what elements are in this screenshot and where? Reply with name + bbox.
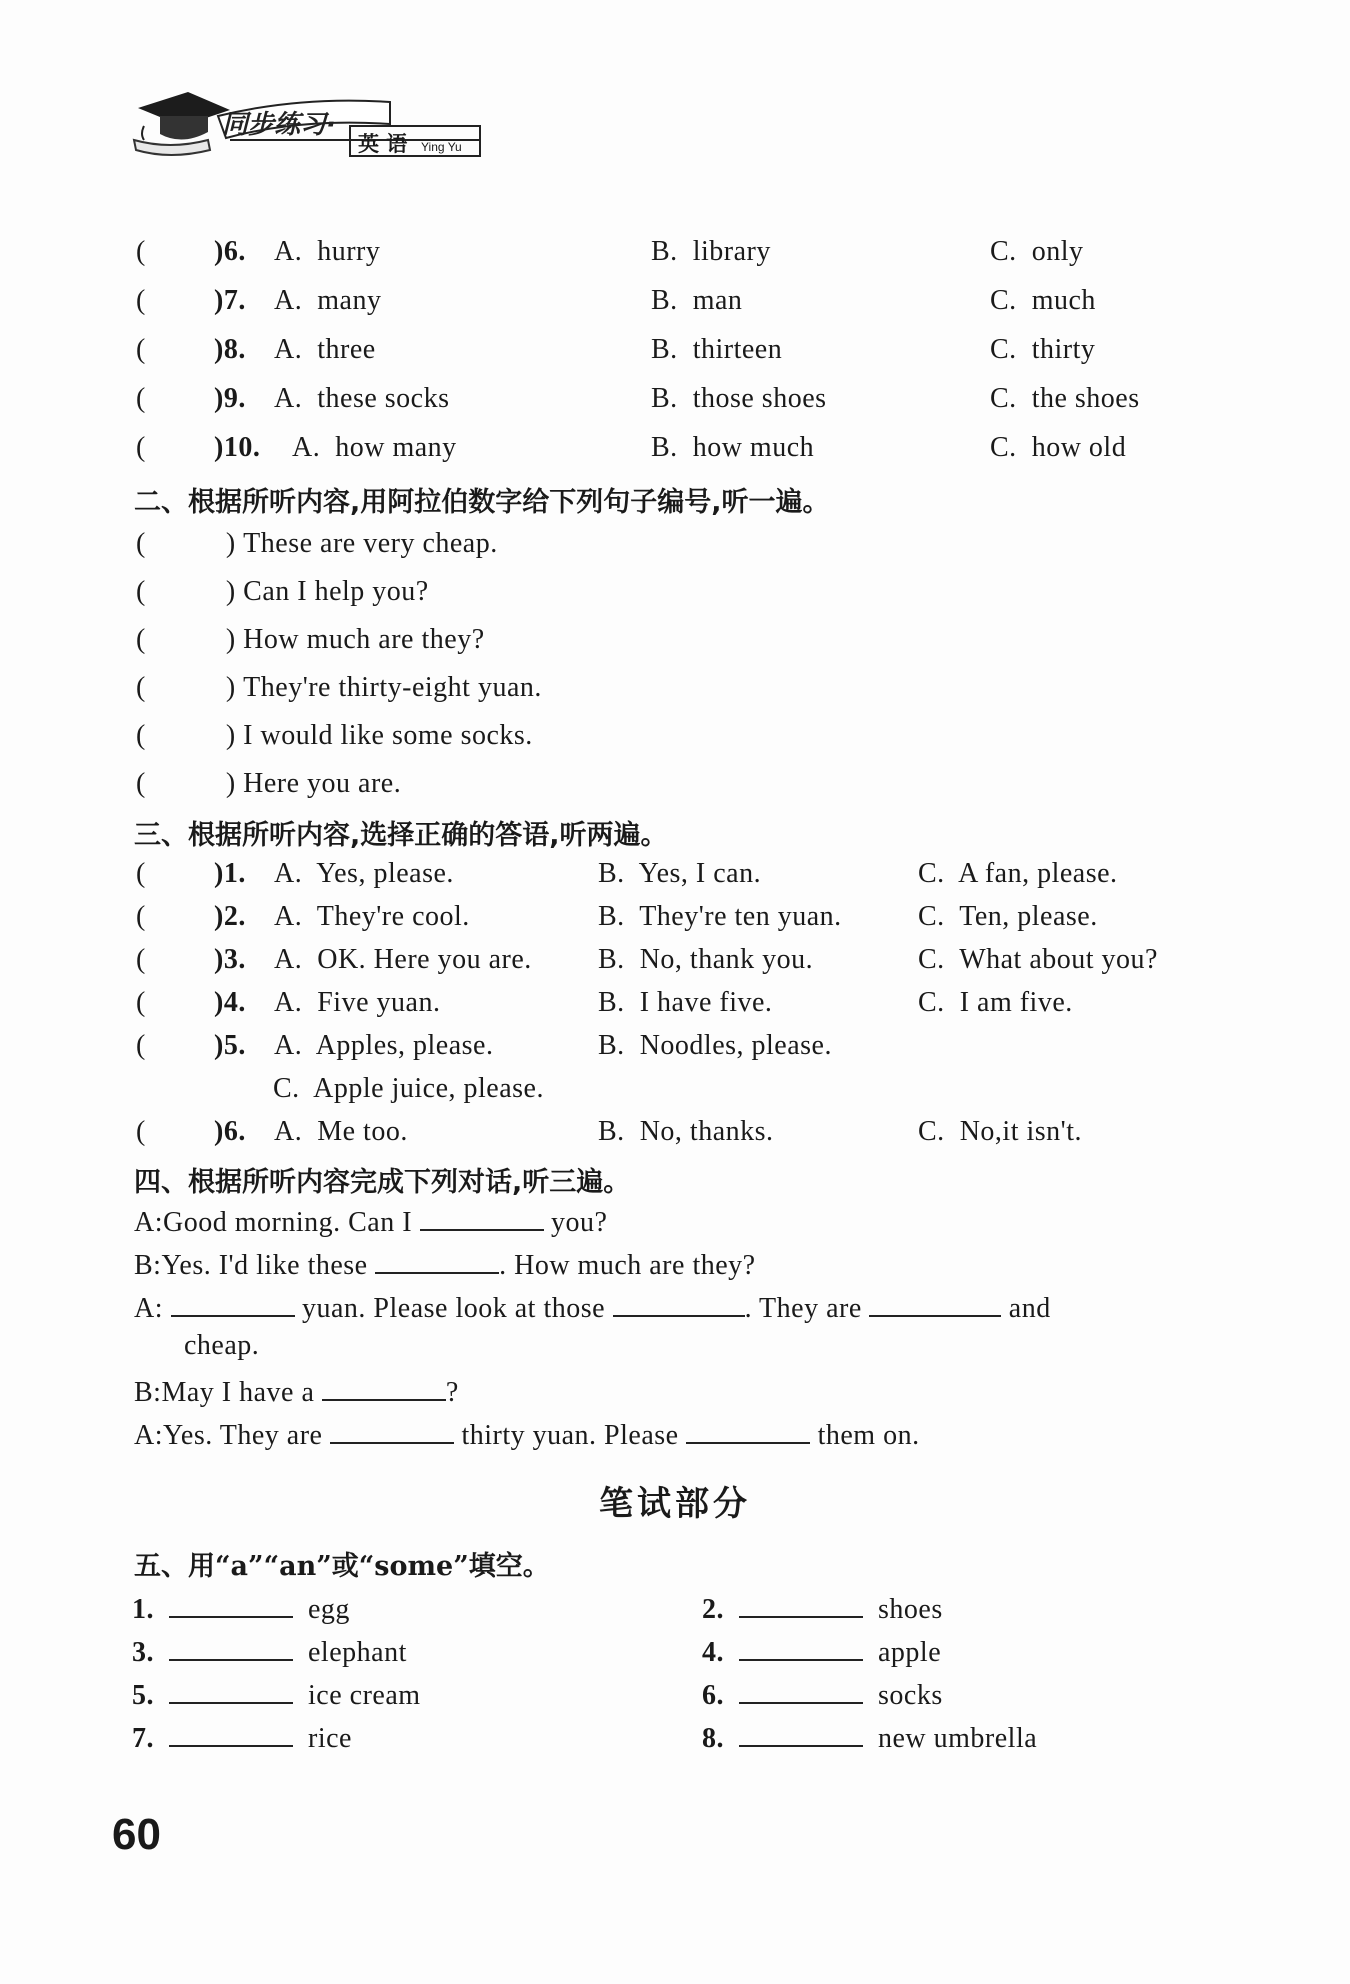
- option-b: B. thirteen: [651, 334, 783, 365]
- answer-paren-open: (: [136, 987, 146, 1018]
- option-b: B. man: [651, 285, 743, 316]
- list-item: 4. apple: [702, 1633, 941, 1669]
- question-number: )6.: [214, 236, 246, 267]
- option-a: A. hurry: [274, 236, 381, 267]
- question-number: )5.: [214, 1030, 246, 1061]
- option-a: A. Me too.: [274, 1116, 408, 1147]
- option-b: B. those shoes: [651, 383, 827, 414]
- option-b: B. No, thanks.: [598, 1116, 774, 1147]
- question-number: )7.: [214, 285, 246, 316]
- option-a: A. Apples, please.: [274, 1030, 494, 1061]
- answer-blank[interactable]: [322, 1373, 446, 1401]
- answer-paren-open: (: [136, 944, 146, 975]
- section3-heading: 三、根据所听内容,选择正确的答语,听两遍。: [134, 820, 668, 851]
- option-a: A. They're cool.: [274, 901, 470, 932]
- dialogue-line: A:Yes. They are thirty yuan. Please them on.: [134, 1416, 920, 1452]
- answer-paren-open: (: [136, 901, 146, 932]
- option-c: C. I am five.: [918, 987, 1073, 1018]
- list-item: ( ) I would like some socks.: [136, 720, 533, 751]
- dialogue-line: B:May I have a ?: [134, 1373, 459, 1409]
- list-item: 5. ice cream: [132, 1676, 421, 1712]
- question-number: )2.: [214, 901, 246, 932]
- option-a: A. OK. Here you are.: [274, 944, 532, 975]
- page-number: 60: [112, 1810, 161, 1859]
- option-c: C. No,it isn't.: [918, 1116, 1082, 1147]
- option-b: B. Yes, I can.: [598, 858, 762, 889]
- question-number: )10.: [214, 432, 261, 463]
- option-c: C. how old: [990, 432, 1127, 463]
- answer-blank[interactable]: [169, 1719, 293, 1747]
- section4-heading: 四、根据所听内容完成下列对话,听三遍。: [134, 1167, 631, 1198]
- dialogue-line: A:Good morning. Can I you?: [134, 1203, 607, 1239]
- answer-paren-open: (: [136, 1116, 146, 1147]
- answer-blank[interactable]: [169, 1590, 293, 1618]
- answer-paren-open: (: [136, 432, 146, 463]
- answer-blank[interactable]: [739, 1590, 863, 1618]
- question-number: )3.: [214, 944, 246, 975]
- dialogue-line: A: yuan. Please look at those . They are and: [134, 1289, 1051, 1325]
- dialogue-line: B:Yes. I'd like these . How much are they?: [134, 1246, 756, 1282]
- option-c: C. Ten, please.: [918, 901, 1098, 932]
- list-item: ( ) How much are they?: [136, 624, 485, 655]
- option-a: A. Yes, please.: [274, 858, 454, 889]
- answer-paren-open: (: [136, 285, 146, 316]
- list-item: 6. socks: [702, 1676, 943, 1712]
- answer-paren-open: (: [136, 1030, 146, 1061]
- option-b: B. library: [651, 236, 771, 267]
- section2-heading: 二、根据所听内容,用阿拉伯数字给下列句子编号,听一遍。: [134, 487, 830, 518]
- answer-blank[interactable]: [330, 1416, 454, 1444]
- option-a: A. these socks: [274, 383, 450, 414]
- list-item: 3. elephant: [132, 1633, 407, 1669]
- answer-blank[interactable]: [613, 1289, 745, 1317]
- list-item: ( ) These are very cheap.: [136, 528, 498, 559]
- option-c: C. What about you?: [918, 944, 1158, 975]
- option-b: B. I have five.: [598, 987, 773, 1018]
- written-part-title: 笔试部分: [599, 1484, 751, 1524]
- list-item: ( ) They're thirty-eight yuan.: [136, 672, 542, 703]
- question-number: )8.: [214, 334, 246, 365]
- answer-blank[interactable]: [171, 1289, 295, 1317]
- option-b: B. Noodles, please.: [598, 1030, 832, 1061]
- answer-paren-open: (: [136, 334, 146, 365]
- option-c: C. much: [990, 285, 1096, 316]
- option-c: C. the shoes: [990, 383, 1140, 414]
- list-item: ( ) Here you are.: [136, 768, 402, 799]
- answer-paren-open: (: [136, 858, 146, 889]
- list-item: 1. egg: [132, 1590, 350, 1626]
- answer-blank[interactable]: [375, 1246, 499, 1274]
- list-item: 7. rice: [132, 1719, 352, 1755]
- option-a: A. how many: [292, 432, 457, 463]
- answer-blank[interactable]: [169, 1676, 293, 1704]
- option-c: C. only: [990, 236, 1084, 267]
- option-b: B. how much: [651, 432, 815, 463]
- list-item: 8. new umbrella: [702, 1719, 1037, 1755]
- answer-blank[interactable]: [169, 1633, 293, 1661]
- answer-paren-open: (: [136, 236, 146, 267]
- list-item: 2. shoes: [702, 1590, 943, 1626]
- dialogue-line-continued: cheap.: [184, 1330, 260, 1361]
- answer-blank[interactable]: [420, 1203, 544, 1231]
- option-c: C. A fan, please.: [918, 858, 1118, 889]
- option-b: B. No, thank you.: [598, 944, 814, 975]
- answer-blank[interactable]: [739, 1676, 863, 1704]
- question-number: )4.: [214, 987, 246, 1018]
- series-title: 同步练习·: [222, 110, 336, 140]
- answer-blank[interactable]: [869, 1289, 1001, 1317]
- section5-heading: 五、用“a”“an”或“some”填空。: [134, 1551, 550, 1582]
- list-item: ( ) Can I help you?: [136, 576, 429, 607]
- option-a: A. three: [274, 334, 376, 365]
- answer-paren-open: (: [136, 383, 146, 414]
- answer-blank[interactable]: [739, 1633, 863, 1661]
- option-c: C. thirty: [990, 334, 1096, 365]
- subject-label: 英 语: [358, 132, 408, 156]
- option-a: A. many: [274, 285, 382, 316]
- answer-blank[interactable]: [739, 1719, 863, 1747]
- answer-blank[interactable]: [686, 1416, 810, 1444]
- option-a: A. Five yuan.: [274, 987, 441, 1018]
- option-b: B. They're ten yuan.: [598, 901, 842, 932]
- question-number: )9.: [214, 383, 246, 414]
- subject-pinyin: Ying Yu: [421, 140, 462, 154]
- option-c: C. Apple juice, please.: [273, 1073, 544, 1104]
- question-number: )6.: [214, 1116, 246, 1147]
- question-number: )1.: [214, 858, 246, 889]
